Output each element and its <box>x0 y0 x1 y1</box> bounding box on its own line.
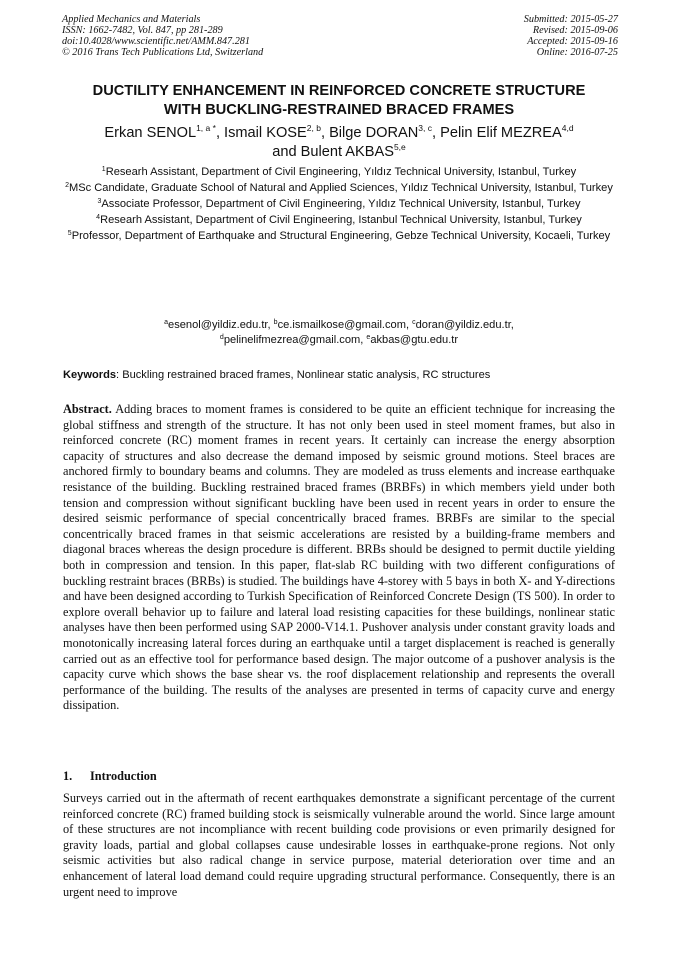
email-line-1: $^a$esenol@yildiz.edu.tr, $^b$ce.ismailkose@gmail.com, $^c$doran@yildiz.edu.tr, <box>164 319 514 331</box>
affiliation <box>64 165 614 180</box>
affiliation-text: Researh Assistant, Department of Civil Engineering, Yıldız Technical University, Istanbul, Turkey <box>105 166 577 178</box>
affiliation-text: MSc Candidate, Graduate School of Natural and Applied Sciences, Yıldız Technical University, Istanbul, Turkey <box>69 182 613 194</box>
email-sup: c <box>412 319 416 326</box>
affiliation <box>64 181 614 196</box>
date-online: Online: 2016-07-25 <box>536 47 618 58</box>
paper-title <box>40 82 638 120</box>
author-name: and Bulent AKBAS <box>272 144 394 160</box>
affiliation-number: 3 <box>97 198 102 205</box>
author-name: Bilge DORAN <box>329 125 419 141</box>
author-sup: 4,d <box>561 123 574 133</box>
author-sup: 3, c <box>418 123 432 133</box>
email-link[interactable]: esenol@yildiz.edu.tr <box>168 319 268 331</box>
keywords <box>63 368 615 382</box>
author-line-1 <box>40 124 638 143</box>
email-link[interactable]: ce.ismailkose@gmail.com <box>277 319 406 331</box>
abstract-label: Abstract. <box>63 402 112 416</box>
affiliation-number: 4 <box>96 214 101 221</box>
journal-issn: ISSN: 1662-7482, Vol. 847, pp 281-289 <box>62 25 223 36</box>
abstract-text: Adding braces to moment frames is considered to be quite an efficient technique for increasing the global stiffness and strength of the structure. It has not only been used in steel moment frames, but also in reinforced concrete (RC) moment frames in recent years. It certainly can increase the energy absorption capacity of structures and also decrease the demand imposed by seismic ground motions. Steel braces are anchored firmly to boundary beams and columns. They are modeled as truss elements and increase earthquake resistance of the building. Buckling restrained braced frames (BRBFs) in which members yield under both tension and compression without significant buckling have been used in recent years in order to ensure the desired seismic performance of special concentrically braced frames. BRBFs are similar to the special concentrically braced frames in that seismic accelerations are resisted by a building-frame members and diagonal braces whereas the design procedure is different. BRBs should be designed to permit ductile yielding both in compression and tension. In this paper, flat-slab RC building with two different configurations of buckling restraint braces (BRBs) is studied. The buildings have 4-storey with 5 bays in both X- and Y-directions and have been designed according to Turkish Specification of Reinforced Concrete Design (TS 500). In order to explore overall behavior up to failure and lateral load resisting capacities for these buildings, nonlinear static analyses have then been performed using SAP 2000-V14.1. Pushover analysis under constant gravity loads and monotonically increasing lateral forces during an earthquake until a target displacement is reached is generally carried out as an effective tool for performance based design. The major outcome of a pushover analysis is the capacity curve which shows the base shear vs. the roof displacement relationship and represents the overall performance of the building. The results of the analyses are presented in terms of capacity curve and energy dissipation. <box>63 402 615 713</box>
keywords-text: : Buckling restrained braced frames, Nonlinear static analysis, RC structures <box>116 369 491 381</box>
email-line-2: $^d$pelinelifmezrea@gmail.com, $^e$akbas@gtu.edu.tr <box>219 333 459 346</box>
date-revised: Revised: 2015-09-06 <box>532 25 618 36</box>
author-name: Erkan SENOL <box>104 125 197 141</box>
author-name: Ismail KOSE <box>224 125 307 141</box>
title-line-2: WITH BUCKLING-RESTRAINED BRACED FRAMES <box>163 102 515 118</box>
journal-copyright: © 2016 Trans Tech Publications Ltd, Switzerland <box>62 47 264 58</box>
email-sup: e <box>366 333 371 341</box>
email-link[interactable]: pelinelifmezrea@gmail.com <box>223 333 361 346</box>
title-line-1: DUCTILITY ENHANCEMENT IN REINFORCED CONCRETE STRUCTURE <box>92 83 586 99</box>
submission-dates <box>524 14 618 58</box>
date-submitted: Submitted: 2015-05-27 <box>523 14 618 25</box>
author-sep: , <box>215 125 225 141</box>
affiliation <box>64 197 614 212</box>
author-sep: , <box>320 125 330 141</box>
introduction-paragraph: Surveys carried out in the aftermath of recent earthquakes demonstrate a significant percentage of the current reinforced concrete (RC) framed building stock is seismically vulnerable around the world. Since large amount of these structures are not incompliance with recent building code provisions or even primarily designed for gravity loads, partial and global collapses cause undesirable losses in earthquake-prone regions. Not only seismic activities but also radical change in service purpose, material deterioration over time and an enhancement of lateral load demand could require upgrading structural performance. Consequently, there is an urgent need to improve <box>63 791 615 899</box>
affiliation-number: 2 <box>65 182 69 189</box>
affiliation-number: 5 <box>67 230 72 237</box>
section-number: 1. <box>63 769 73 783</box>
author-sep: , <box>431 125 441 141</box>
affiliation <box>64 229 614 244</box>
affiliation-text: Researh Assistant, Department of Civil Engineering, Istanbul Technical University, Istanbul, Turkey <box>100 214 582 226</box>
section-title: Introduction <box>90 769 157 783</box>
journal-doi: doi:10.4028/www.scientific.net/AMM.847.281 <box>62 36 250 47</box>
email-sup: a <box>164 319 169 326</box>
author-name: Pelin Elif MEZREA <box>440 125 562 141</box>
abstract <box>63 402 615 714</box>
email-sup: b <box>273 319 278 326</box>
email-link[interactable]: akbas@gtu.edu.tr <box>370 333 459 346</box>
author-sup: 2, b <box>306 123 321 133</box>
affiliation-text: Professor, Department of Earthquake and Structural Engineering, Gebze Technical University, Kocaeli, Turkey <box>71 230 611 242</box>
journal-name: Applied Mechanics and Materials <box>62 14 201 25</box>
author-line-2 <box>40 143 638 162</box>
section-heading <box>63 769 157 784</box>
journal-info <box>62 14 263 58</box>
keywords-label: Keywords <box>63 369 117 381</box>
date-accepted: Accepted: 2015-09-16 <box>527 36 618 47</box>
affiliation-text: Associate Professor, Department of Civil Engineering, Yıldız Technical University, Istanbul, Turkey <box>101 198 581 210</box>
affiliation-list <box>64 165 614 245</box>
email-link[interactable]: doran@yildiz.edu.tr <box>415 319 511 331</box>
author-sup: 1, a * <box>196 123 216 133</box>
affiliation <box>64 213 614 228</box>
author-sup: 5,e <box>393 142 406 152</box>
email-list <box>64 318 614 347</box>
author-list <box>40 124 638 162</box>
email-sup: d <box>219 333 224 341</box>
affiliation-number: 1 <box>101 166 106 173</box>
